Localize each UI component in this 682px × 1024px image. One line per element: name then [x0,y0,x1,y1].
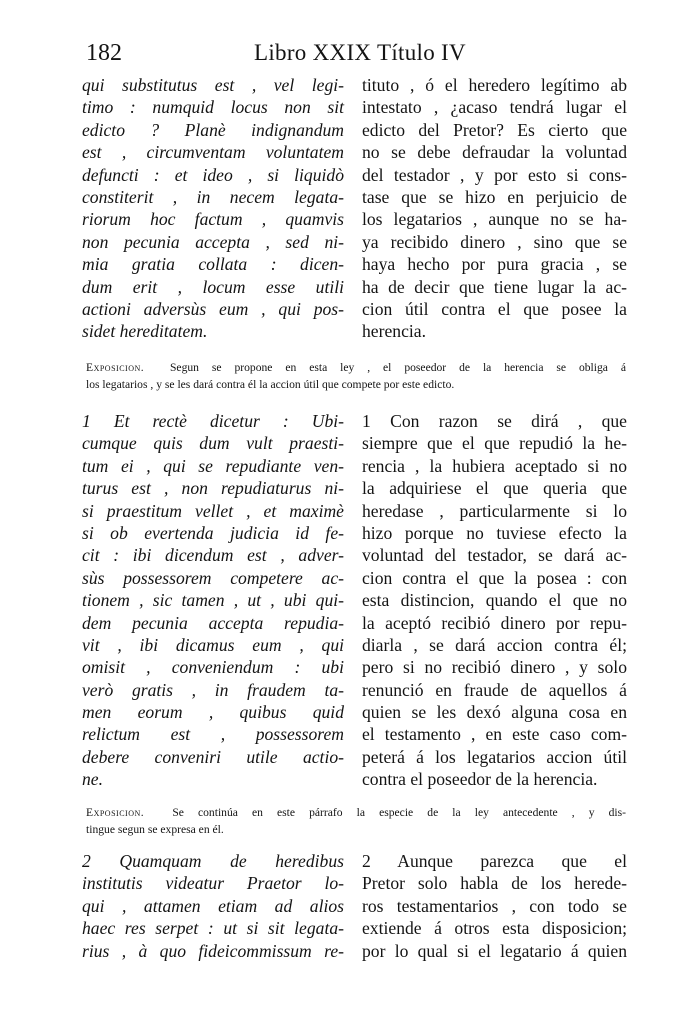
exposicion-label: Exposicion. [86,806,145,819]
text-line: quien se les dexó alguna cosa en [362,702,627,723]
latin-column-block-2 [82,410,344,791]
text-line: diarla , se dará accion contra él; [362,634,627,655]
text-line: ros testamentarios , con todo se [362,895,627,916]
running-title: Libro XXIX Título IV [254,40,466,65]
text-line: siempre que el que repudió la he- [362,433,627,454]
text-line: Pretor solo habla de los herede- [362,873,627,894]
text-line: rius , à quo fideicommissum re- [82,940,344,961]
text-line: edicto del Pretor? Es cierto que [362,119,627,140]
text-line: 1 Et rectè dicetur : Ubi- [82,411,344,431]
text-line: tionem , sic tamen , ut , ubi qui- [82,590,344,611]
text-line: peterá á los legatarios accion útil [362,746,627,767]
text-line: ne. [82,769,104,790]
text-line: dem pecunia accepta repudia- [82,612,344,633]
exposicion-line [86,359,626,376]
text-line: vit , ibi dicamus eum , qui [82,634,344,655]
text-line: cit : ibi dicendum est , adver- [82,545,344,566]
latin-column-block-1 [82,74,344,343]
text-line: por lo qual si el legatario á quien [362,940,627,961]
text-line: turus est , non repudiaturus ni- [82,478,344,499]
text-line: omisit , conveniendum : ubi [82,657,344,678]
text-line: voluntad del testador, se dará ac- [362,545,627,566]
text-line: ha de decir que tiene lugar la ac- [362,276,627,297]
text-line: haec res serpet : ut si sit legata- [82,918,344,939]
exposicion-note-1 [86,359,626,393]
text-line: riorum hoc factum , quamvis [82,209,344,230]
spanish-column-block-1 [362,74,627,343]
text-line: tituto , ó el heredero legítimo ab [362,75,627,95]
text-line: relictum est , possessorem [82,724,344,745]
text-line: defuncti : et ideo , si liquidò [82,164,344,185]
text-line: sùs possessorem competere ac- [82,567,344,588]
exposicion-label: Exposicion. [86,361,145,374]
text-line: haya hecho por pura gracia , se [362,254,627,275]
text-line: heredase , particularmente si lo [362,500,627,521]
exposicion-text: Se continúa en este párrafo la especie de la ley antecedente , y dis- [172,806,626,819]
text-line: extiende á otros esta disposicion; [362,918,627,939]
page-number: 182 [86,40,122,66]
latin-column-block-3 [82,850,344,962]
text-line: 1 Con razon se dirá , que [362,411,627,431]
text-line: 2 Quamquam de heredibus [82,851,344,871]
text-line: el testamento , en este caso com- [362,724,627,745]
text-line: cion útil contra el que posee la [362,298,627,319]
text-line: rencia , la hubiera aceptado si no [362,455,627,476]
text-line: del testador , y por esto si cons- [362,164,627,185]
exposicion-line [86,804,626,821]
text-line: men eorum , quibus quid [82,702,344,723]
text-line: mia gratia collata : dicen- [82,254,344,275]
text-line: cion contra el que la posea : con [362,567,627,588]
text-line: renunció en fraude de aquellos á [362,679,627,700]
text-line: herencia. [362,321,426,342]
text-line: non pecunia accepta , sed ni- [82,231,344,252]
text-line: tum ei , qui se repudiante ven- [82,455,344,476]
text-line: intestato , ¿acaso tendrá lugar el [362,97,627,118]
text-line: si ob evertenda judicia id fe- [82,522,344,543]
exposicion-note-2 [86,804,626,838]
spanish-column-block-2 [362,410,627,791]
exposicion-line: los legatarios , y se les dará contra él la accion útil que compete por este edicto. [86,378,455,391]
text-line: si praestitum vellet , et maximè [82,500,344,521]
text-line: no se debe defraudar la voluntad [362,142,627,163]
text-line: pero si no recibió dinero , y solo [362,657,627,678]
text-line: debere conveniri utile actio- [82,746,344,767]
text-line: institutis videatur Praetor lo- [82,873,344,894]
text-line: 2 Aunque parezca que el [362,851,627,871]
text-line: ya recibido dinero , sino que se [362,231,627,252]
text-line: hizo porque no tuviese efecto la [362,522,627,543]
text-line: los legatarios , aunque no se ha- [362,209,627,230]
text-line: contra el poseedor de la herencia. [362,769,598,790]
text-line: est , circumventam voluntatem [82,142,344,163]
text-line: timo : numquid locus non sit [82,97,344,118]
text-line: constiterit , in necem legata- [82,186,344,207]
text-line: verò gratis , in fraudem ta- [82,679,344,700]
text-line: qui , attamen etiam ad alios [82,895,344,916]
text-line: dum erit , locum esse utili [82,276,344,297]
exposicion-line: tingue segun se expresa en él. [86,823,224,836]
text-line: la aceptó recibió dinero por repu- [362,612,627,633]
text-line: actioni adversùs eum , qui pos- [82,298,344,319]
spanish-column-block-3 [362,850,627,962]
text-line: esta distincion, quando el que no [362,590,627,611]
text-line: edicto ? Planè indignandum [82,119,344,140]
text-line: tase que se hizo en perjuicio de [362,186,627,207]
exposicion-text: Segun se propone en esta ley , el poseedor de la herencia se obliga á [169,361,627,374]
text-line: sidet hereditatem. [82,321,208,342]
text-line: cumque quis dum vult praesti- [82,433,344,454]
text-line: la adquiriese el que queria que [362,478,627,499]
text-line: qui substitutus est , vel legi- [82,75,344,95]
